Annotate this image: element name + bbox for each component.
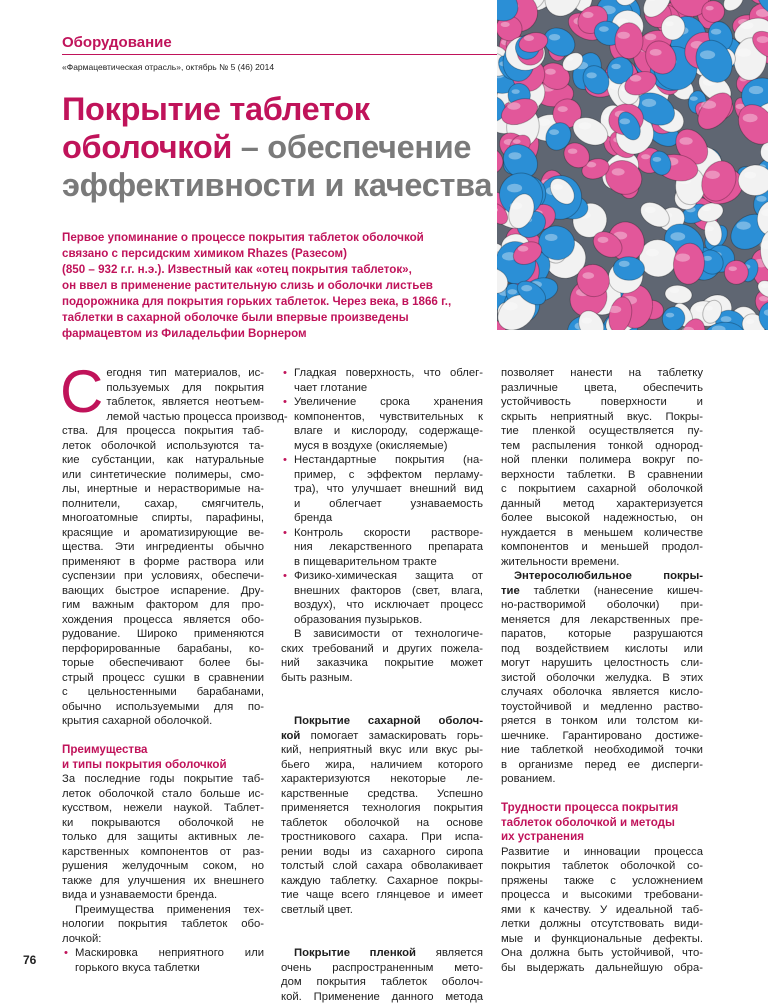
text-line: воздух), что исключает процесс [294,598,483,613]
bold-run: Покрытие сахарной оболоч- [294,715,483,727]
pill-highlight [676,253,690,261]
pills-icon [497,0,768,330]
pill [702,1,725,23]
text-line: ряется в тонком или толстом ки- [501,714,703,729]
text-line: карственных компонентов от раз- [62,845,264,860]
text-line: гим важным фактором для про- [62,598,264,613]
text-line: таблеток оболочкой на основе [281,816,483,831]
pill-highlight [611,64,620,69]
pill-highlight [701,100,716,108]
text-line: светлый цвет. [281,903,483,918]
title-line-1: Покрытие таблеток [62,90,502,128]
text-line: вида и узнаваемости бренда. [62,888,264,903]
text-line: компонентов и меньшей продол- [501,540,703,555]
text-line: тростникового сахара. При испа- [281,830,483,845]
pill-highlight [740,22,753,30]
text-line: быть разным. [281,671,483,686]
text-line: скрыть неприятный вкус. Покры- [501,410,703,425]
text-line: рушения желудочным соком, но [62,859,264,874]
bullet-item [281,395,483,453]
lead-line: он ввел в применение растительную слизь и оболочки листьев [62,278,482,294]
text-line: применяется технология покрытия [281,801,483,816]
text-line [501,584,703,599]
pill-highlight [521,285,532,291]
text-line: стрый процесс сушки в сравнении [62,671,264,686]
pill-highlight [558,106,568,112]
lead-line: (850 – 932 г.г. н.э.). Известный как «отец покрытия таблеток», [62,262,482,278]
text-line: пользуемых для покрытия [62,381,264,396]
pill-highlight [508,289,517,294]
text-line: Маскировка неприятного или [75,946,264,961]
bold-run: Покрытие пленкой [294,947,416,959]
source-line: «Фармацевтическая отрасль», октябрь № 5 (46) 2014 [62,62,274,72]
text-line: рудование. Широко применяются [62,627,264,642]
article-title [62,90,502,204]
text-line: дом покрытия таблеток оболоч- [281,975,483,990]
text-line: образования пузырьков. [294,613,483,628]
text-line: егодня тип материалов, ис- [62,366,264,381]
text-line: влаге и кислороду, содержаще- [294,424,483,439]
pill-highlight [566,56,574,60]
text-line: леток оболочкой стало больше ис- [62,787,264,802]
pill-highlight [721,316,732,322]
text-line: красящие и ароматизирующие ве- [62,526,264,541]
intro-paragraph [62,366,264,729]
pill-highlight [705,226,714,231]
bullet-dot: • [283,453,287,468]
text-line: в пищеварительном тракте [294,555,483,570]
lead-line: Первое упоминание о процессе покрытия таблеток оболочкой [62,230,482,246]
pill-highlight [617,32,630,39]
pill-highlight [653,157,662,162]
title-line-3: эффективности и качества [62,166,502,204]
pill-highlight [583,12,594,18]
pill-highlight [507,184,522,193]
pill-highlight [620,118,630,124]
pill-highlight [749,86,763,94]
text-line: Развитие и инновации процесса [501,845,703,860]
text-line: кусством, нежели наукой. Таблет- [62,801,264,816]
pill-highlight [598,237,609,243]
pill-highlight [524,35,534,41]
pill-highlight [553,184,563,190]
text-line: пряжены также с усложнением [501,874,703,889]
text-line: В зависимости от технологиче- [281,627,483,642]
text-line: Нестандартные покрытия (на- [294,453,483,468]
heading-line: их устранения [501,830,703,845]
text-line: Она должна быть устойчивой, что- [501,946,703,961]
text-line: позволяет нанести на таблетку [501,366,703,381]
bullet-dot: • [64,946,68,961]
text-line: ной пленки полимера вокруг по- [501,453,703,468]
pill-highlight [549,129,559,135]
text-line [281,729,483,744]
pill-highlight [729,266,737,271]
pill-highlight [736,222,750,230]
text-line: тем распыления тонкой однород- [501,439,703,454]
column-2 [281,366,483,1004]
pill-highlight [645,34,657,41]
title-accent: оболочкой [62,129,232,165]
pill-highlight [582,272,594,279]
pill-highlight [746,319,754,324]
pill-highlight [545,234,558,241]
text-line: лы, инертные и нерастворимые на- [62,482,264,497]
text-line: процесса и высокими требовани- [501,888,703,903]
text-line: леток оболочкой используются та- [62,439,264,454]
pill-highlight [756,196,766,202]
pill-highlight [518,246,528,252]
text-line: устойчивость поверхности и [501,395,703,410]
text-line: летки должны отсутствовать види- [501,917,703,932]
text-line: или синтетические полимеры, смо- [62,468,264,483]
pills-photo [497,0,768,330]
text-line: щества. Эти ингредиенты обычно [62,540,264,555]
text-line: зистой оболочки желудка. В этих [501,671,703,686]
text-line [501,569,703,584]
text-line: меняется для лекарственных пре- [501,613,703,628]
text-line: бы выдержать дальнейшую обра- [501,961,703,976]
text-line: бьего жира, наличием которого [281,758,483,773]
text-line: тие чаще всего глянцевое и имеет [281,888,483,903]
text-line: ки покрываются оболочкой не [62,816,264,831]
pill-highlight [665,21,674,26]
text-line: тие пленкой осуществляется пу- [501,424,703,439]
pill-highlight [619,261,630,267]
text-line: с покрытием сахарной оболочкой [501,482,703,497]
text-line: только для защиты активных ле- [62,830,264,845]
pill-highlight [549,34,560,40]
lead-paragraph [62,230,482,342]
pill-highlight [503,302,517,310]
text-line: нологии покрытия таблеток обо- [62,917,264,932]
text-line: лочкой: [62,932,264,947]
pill-highlight [509,152,522,159]
pill-highlight [586,72,596,78]
text-line: крытия сахарной оболочкой. [62,714,264,729]
text-line: ний заказчика покрытие может [281,656,483,671]
column-3 [501,366,703,975]
pill-highlight [705,171,720,179]
text-line: тоустойчивой и медленно раство- [501,700,703,715]
text-line: Контроль скорости растворе- [294,526,483,541]
text-line: и облегчает узнаваемость [294,497,483,512]
pill-highlight [645,207,656,213]
text-line: данный метод характеризуется [501,497,703,512]
text-line: случаях оболочка является кисло- [501,685,703,700]
text-line: компонентов, чувствительных к [294,410,483,425]
text-line: верхности таблетки. В сравнении [501,468,703,483]
pill-highlight [679,137,692,145]
text-line: но-растворимой оболочки) при- [501,598,703,613]
bullet-dot: • [283,526,287,541]
text-line: хождения процесса является обо- [62,613,264,628]
text-line: ния лекарственного препарата [294,540,483,555]
pill-highlight [711,29,721,35]
pill-highlight [501,22,510,27]
text-line: каждую таблетку. Сахарное покры- [281,874,483,889]
lead-line: фармацевтом из Филадельфии Ворнером [62,326,482,342]
text-line: лемой частью процесса производ- [62,410,264,425]
text-line: внешних факторов (свет, влага, [294,584,483,599]
text-line: бренда [294,511,483,526]
pill-highlight [704,306,712,311]
pill [615,23,643,59]
text-line: паратов, которые разрушаются [501,627,703,642]
pill-highlight [690,96,698,101]
text-line: пример, с эффектом перламу- [294,468,483,483]
text-line: различные цвета, обеспечить [501,381,703,396]
text-line: обычно используемыми для по- [62,700,264,715]
heading-line: Преимущества [62,743,264,758]
pill-highlight [700,50,715,59]
text-line: многоатомные спирты, парафины, [62,511,264,526]
text-run: является [416,947,483,959]
page-number: 76 [23,953,36,967]
bullet-item [281,526,483,570]
text-line: Физико-химическая защита от [294,569,483,584]
dropcap: С [60,367,103,417]
pill-highlight [510,202,522,209]
heading-line: таблеток оболочкой и методы [501,816,703,831]
pill-highlight [702,206,711,211]
pill-highlight [670,232,685,240]
section-heading-difficulties [501,801,703,845]
text-line: муся в воздухе (окисляемые) [294,439,483,454]
text-line: Гладкая поверхность, что облег- [294,366,483,381]
pill-highlight [706,6,714,11]
text-line: ние таблеткой необходимой точки [501,743,703,758]
text-line: кие субстанции, как натуральные [62,453,264,468]
pill-highlight [642,99,656,107]
text-line: торые обеспечивают более бы- [62,656,264,671]
pill-highlight [666,313,674,318]
pill-highlight [512,89,520,94]
text-line: рении воды из сахарного сиропа [281,845,483,860]
text-line [281,946,483,961]
pill-highlight [630,75,641,82]
column-1 [62,366,264,975]
text-line: толстый слой сахара обволакивает [281,859,483,874]
text-line: горького вкуса таблетки [75,961,264,976]
text-line: в организме перед ее дисперги- [501,758,703,773]
text-line: шечнике. Гарантировано достиже- [501,729,703,744]
pill-highlight [650,49,662,56]
text-line: Преимущества применения тех- [62,903,264,918]
bullet-dot: • [283,395,287,410]
pill-highlight [670,288,679,293]
text-line: ства. Для процесса покрытия таб- [62,424,264,439]
pill-highlight [545,69,556,75]
lead-line: связано с персидским химиком Rhazes (Разесом) [62,246,482,262]
text-line: тра), что улучшает внешний вид [294,482,483,497]
text-line: вающих быстрое испарение. Дру- [62,584,264,599]
text-line: кий, неприятный вкус или вкус ры- [281,743,483,758]
pill-highlight [612,168,625,175]
heading-line: и типы покрытия оболочкой [62,758,264,773]
text-line: жительности времени. [501,555,703,570]
section-heading-advantages [62,743,264,772]
text-line: покрытия таблеток оболочкой со- [501,859,703,874]
text-line: мые и функциональные дефекты. [501,932,703,947]
pill-highlight [579,122,592,129]
text-run: помогает замаскировать горь- [300,730,483,742]
text-line: суспензии при условиях, обеспечи- [62,569,264,584]
bullet-item [281,366,483,395]
pill-highlight [736,48,751,57]
text-line: карственные средства. Успешно [281,787,483,802]
pill-highlight [507,102,520,110]
pill-highlight [744,172,756,179]
bullet-item [281,569,483,627]
text-line: перфорированные барабаны, ко- [62,642,264,657]
text-line: таблеток, является неотъем- [62,395,264,410]
heading-line: Трудности процесса покрытия [501,801,703,816]
text-line: с цельностенными барабанами, [62,685,264,700]
text-line: ских требований и других пожела- [281,642,483,657]
title-line-2-rest: – обеспечение [232,129,471,165]
text-line: нуждается в меньшем количестве [501,526,703,541]
pill-highlight [581,318,592,324]
bullet-item [281,453,483,526]
bullet-dot: • [283,569,287,584]
text-line: чает глотание [294,381,483,396]
text-line: более высокой надежностью, он [501,511,703,526]
text-line: кой. Применение данного метода [281,990,483,1004]
text-line: рованием. [501,772,703,787]
lead-line: таблетки в сахарной оболочке были впервые произведены [62,310,482,326]
text-line: очень распространенным мето- [281,961,483,976]
text-line: ями к качеству. У идеальной таб- [501,903,703,918]
pill-highlight [608,306,621,313]
bold-run: Энтеросолюбильное покры- [514,570,703,582]
text-line: За последние годы покрытие таб- [62,772,264,787]
bullet-dot: • [283,366,287,381]
pill-highlight [743,114,758,123]
text-line: могут нарушить целостность сли- [501,656,703,671]
text-line: полнители, сахар, смягчитель, [62,497,264,512]
text-line [281,714,483,729]
bold-run: тие [501,585,520,597]
bullet-item [62,946,264,975]
text-line: характеризуются некоторые ле- [281,772,483,787]
text-line: под воздействием кислоты или [501,642,703,657]
lead-line: подорожника для покрытия горьких таблеток. Через века, в 1866 г., [62,294,482,310]
text-line: Увеличение срока хранения [294,395,483,410]
text-line: также для улучшения их внешнего [62,874,264,889]
pill-highlight [646,249,659,257]
pill-highlight [641,154,650,159]
header-rule [62,54,498,55]
pill-highlight [513,139,521,143]
pill-highlight [599,26,609,32]
bold-run: кой [281,730,300,742]
pill-highlight [568,149,577,154]
text-run: таблетки (нанесение кишеч- [520,585,703,597]
text-line: применяют в форме раствора или [62,555,264,570]
section-label: Оборудование [62,34,172,51]
